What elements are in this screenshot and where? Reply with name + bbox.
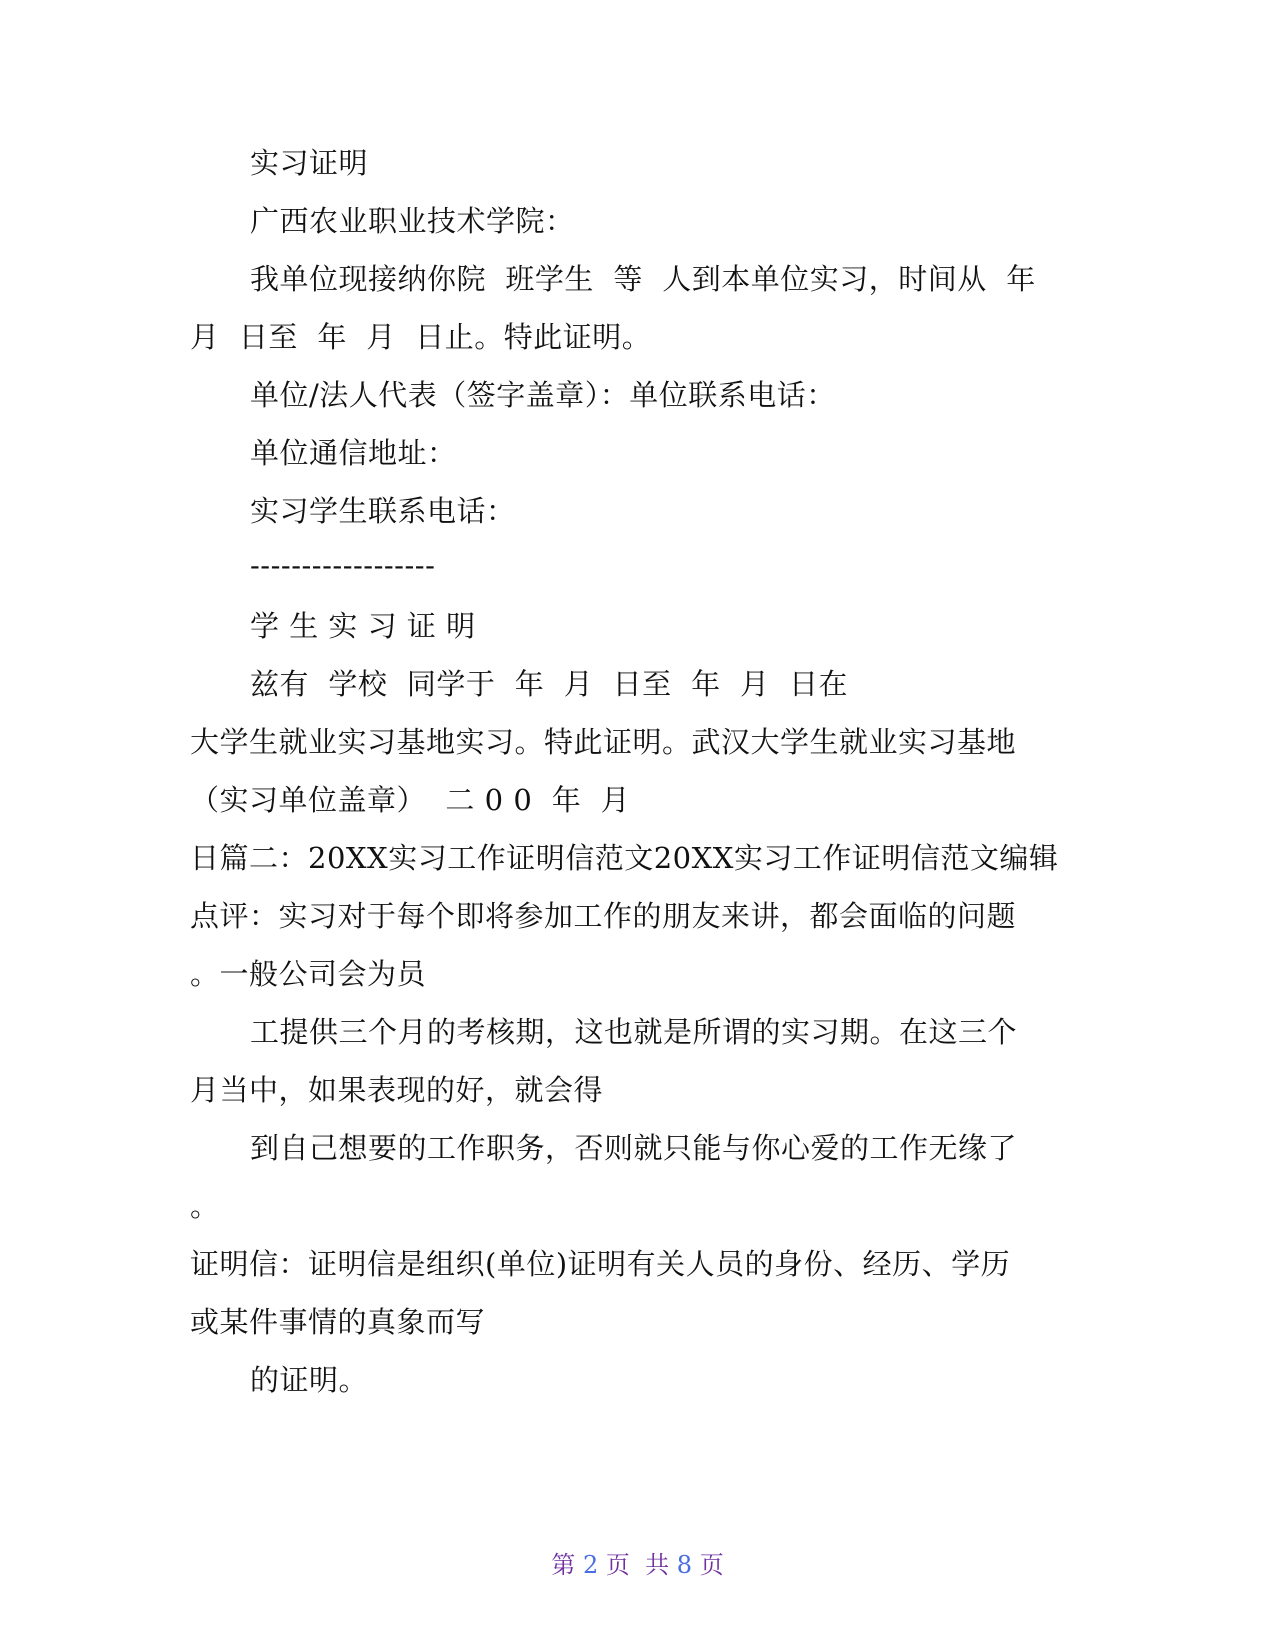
body-line: 日篇二：20XX实习工作证明信范文20XX实习工作证明信范文编辑	[190, 841, 1059, 875]
separator-line: ------------------	[250, 548, 436, 582]
recipient-line: 广西农业职业技术学院：	[250, 204, 575, 238]
body-line: 我单位现接纳你院 班学生 等 人到本单位实习，时间从 年	[250, 262, 1036, 296]
body-line: 点评：实习对于每个即将参加工作的朋友来讲，都会面临的问题	[190, 899, 1017, 933]
body-line: 证明信：证明信是组织(单位)证明有关人员的身份、经历、学历	[190, 1247, 1011, 1281]
footer-prefix: 第	[551, 1551, 576, 1579]
body-line: 大学生就业实习基地实习。特此证明。武汉大学生就业实习基地	[190, 725, 1017, 759]
footer-middle: 页 共	[605, 1551, 670, 1579]
section-title: 学 生 实 习 证 明	[250, 609, 476, 643]
address-line: 单位通信地址：	[250, 436, 457, 470]
student-phone-line: 实习学生联系电话：	[250, 494, 516, 528]
letter-title: 实习证明	[250, 146, 369, 180]
current-page-number: 2	[582, 1551, 599, 1579]
body-line: 的证明。	[250, 1363, 369, 1397]
body-line: 。一般公司会为员	[190, 957, 427, 991]
body-line: 工提供三个月的考核期，这也就是所谓的实习期。在这三个	[250, 1015, 1018, 1049]
body-line: （实习单位盖章） 二 0 0 年 月	[190, 783, 631, 817]
body-line: 。	[190, 1189, 220, 1223]
body-line: 或某件事情的真象而写	[190, 1305, 486, 1339]
page-footer	[0, 1550, 1275, 1580]
signature-line: 单位/法人代表（签字盖章）：单位联系电话：	[250, 378, 836, 412]
body-line: 月当中，如果表现的好，就会得	[190, 1073, 604, 1107]
body-line: 月 日至 年 月 日止。特此证明。	[190, 320, 652, 354]
body-line: 到自己想要的工作职务，否则就只能与你心爱的工作无缘了	[250, 1131, 1018, 1165]
total-pages-number: 8	[676, 1551, 693, 1579]
footer-suffix: 页	[699, 1551, 724, 1579]
body-line: 兹有 学校 同学于 年 月 日至 年 月 日在	[250, 667, 848, 701]
